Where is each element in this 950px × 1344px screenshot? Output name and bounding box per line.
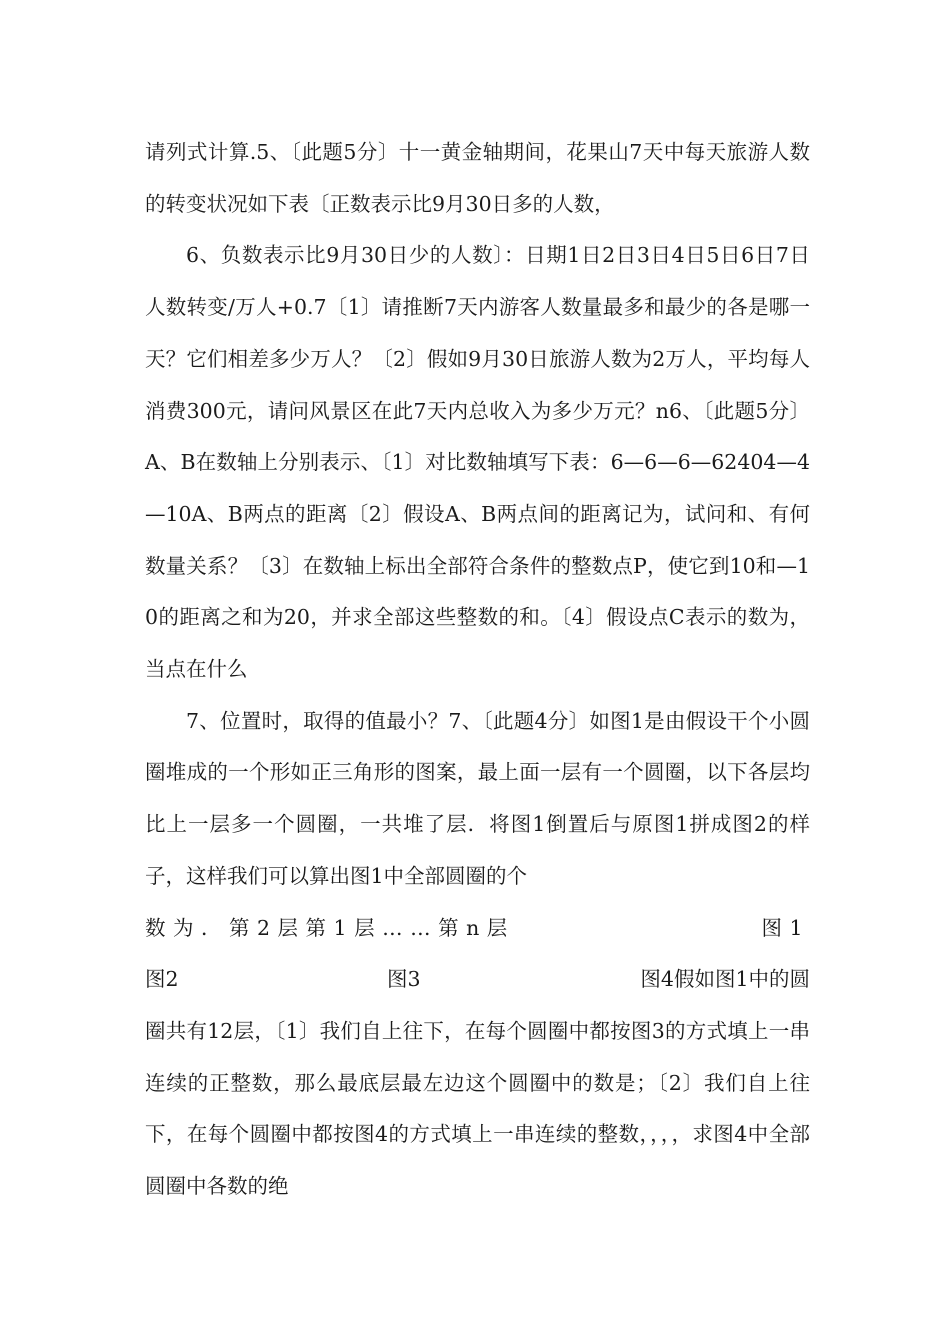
paragraph-question-6: 6、负数表示比9月30日少的人数〕：日期1日2日3日4日5日6日7日人数转变/万人+0.7〔1〕请推断7天内游客人数量最多和最少的各是哪一天？它们相差多少万人？〔2〕假如9月30日旅游人数为2万人，平均每人消费300元，请问风景区在此7天内总收入为多少万元？n6、〔此题5分〕A、B在数轴上分别表示、〔1〕对比数轴填写下表：6—6—6—62404—4—10A、B两点的距离〔2〕假设A、B两点间的距离记为，试问和、有何数量关系？〔3〕在数轴上标出全部符合条件的整数点P，使它到10和—10的距离之和为20，并求全部这些整数的和。〔4〕假设点C表示的数为，当点在什么	[145, 243, 810, 682]
paragraph-intro: 请列式计算.5、〔此题5分〕十一黄金轴期间，花果山7天中每天旅游人数的转变状况如下表〔正数表示比9月30日多的人数，	[145, 140, 810, 216]
document-body	[145, 127, 810, 1213]
figure-3-label: 图3	[387, 967, 421, 992]
figure-caption-line	[145, 903, 810, 955]
figure-2-label: 图2	[145, 967, 179, 992]
figure-4-label: 图4假如图1中的圆	[640, 967, 810, 992]
layer-labels: 数为．第2层第1层……第n层	[145, 915, 515, 940]
figure-1-label: 图1	[761, 915, 810, 940]
paragraph-question-7: 7、位置时，取得的值最小？7、〔此题4分〕如图1是由假设干个小圆圈堆成的一个形如正三角形的图案，最上面一层有一个圆圈，以下各层均比上一层多一个圆圈，一共堆了层．将图1倒置后与原图1拼成图2的样子，这样我们可以算出图1中全部圆圈的个	[145, 708, 810, 888]
paragraph-final: 圈共有12层，〔1〕我们自上往下，在每个圆圈中都按图3的方式填上一串连续的正整数，那么最底层最左边这个圆圈中的数是；〔2〕我们自上往下，在每个圆圈中都按图4的方式填上一串连续的整数，，，，求图4中全部圆圈中各数的绝	[145, 1018, 810, 1199]
figure-labels-line	[145, 954, 810, 1006]
